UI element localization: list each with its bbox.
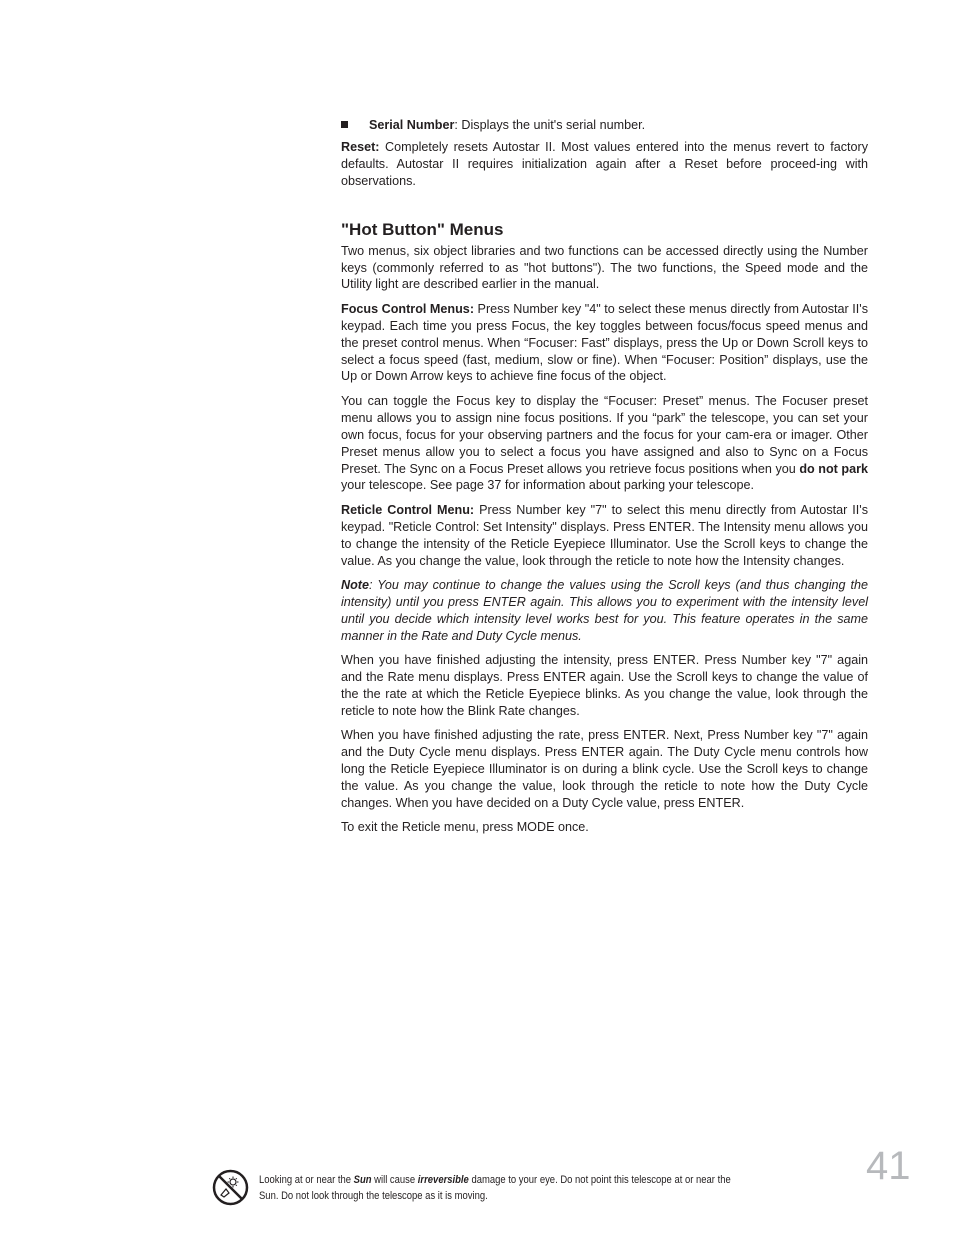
- footer-line-2: Sun. Do not look through the telescope as it is moving.: [259, 1190, 488, 1202]
- exit-paragraph: To exit the Reticle menu, press MODE once.: [341, 820, 589, 835]
- square-bullet-icon: [341, 121, 348, 128]
- no-sun-warning-icon: [212, 1169, 249, 1206]
- section-title: "Hot Button" Menus: [341, 219, 504, 239]
- footer-line-1: Looking at or near the Sun will cause irreversible damage to your eye. Do not point this telescope at or near the: [259, 1174, 731, 1186]
- rate-paragraph: When you have finished adjusting the intensity, press ENTER. Press Number key "7" again and the Rate menu displays. Press ENTER again. Use the Scroll keys to change the value of the the rate at which the Reticle Eyepiece blinks. As you change the value, look through the reticle to note how the Blink Rate changes.: [341, 653, 868, 718]
- page-number: 41: [866, 1144, 911, 1188]
- note-paragraph: Note: You may continue to change the values using the Scroll keys (and thus changing the intensity) until you press ENTER again. This allows you to experiment with the intensity level until you decide which intensity level works best for you. This feature operates in the same manner in the Rate and Duty Cycle menus.: [341, 577, 868, 643]
- focus-paragraph: Focus Control Menus: Press Number key "4" to select these menus directly from Autostar II's keypad. Each time you press Focus, the key toggles between focus/focus speed menus and the preset control menus. When “Focuser: Fast” displays, press the Up or Down Scroll keys to select a focus speed (fast, medium, slow or fine). When “Focuser: Position” displays, use the Up or Down Arrow keys to achieve fine focus of the object.: [341, 301, 868, 384]
- main-column: [341, 117, 868, 844]
- reticle-paragraph: Reticle Control Menu: Press Number key "7" to select this menu directly from Autostar II's keypad. "Reticle Control: Set Intensity" displays. Press ENTER. The Intensity menu allows you to change the intensity of the Reticle Eyepiece Illuminator. Use the Scroll keys to change the value. As you change the value, look through the reticle to note how the Intensity changes.: [341, 502, 869, 568]
- sun-warning-footer: [259, 1172, 741, 1204]
- bullet-text: Serial Number: Displays the unit's serial number.: [369, 118, 646, 132]
- bullet-serial-number: [341, 117, 868, 134]
- reset-paragraph: Reset: Completely resets Autostar II. Most values entered into the menus revert to factory defaults. Autostar II requires initialization again after a Reset before proceed-ing with observations.: [341, 139, 868, 188]
- toggle-paragraph: You can toggle the Focus key to display the “Focuser: Preset” menus. The Focuser preset menu allows you to assign nine focus positions. If you “park” the telescope, you can set your own focus, focus for your observing partners and the focus for your cam-era or imager. Other Preset menus allow you to select a focus you have assigned and also to Sync on a Focus Preset. The Sync on a Focus Preset allows you retrieve focus positions when you do not park your telescope. See page 37 for information about parking your telescope.: [341, 393, 868, 493]
- intro-paragraph: Two menus, six object libraries and two functions can be accessed directly using the Number keys (commonly referred to as "hot buttons"). The two functions, the Speed mode and the Utility light are described earlier in the manual.: [341, 243, 868, 292]
- duty-paragraph: When you have finished adjusting the rate, press ENTER. Next, Press Number key "7" again and the Duty Cycle menu displays. Press ENTER again. The Duty Cycle menu controls how long the Reticle Eyepiece Illuminator is on during a blink cycle. Use the Scroll keys to change the value. As you change the value, look through the reticle to note how the Duty Cycle changes. When you have decided on a Duty Cycle value, press ENTER.: [341, 728, 868, 810]
